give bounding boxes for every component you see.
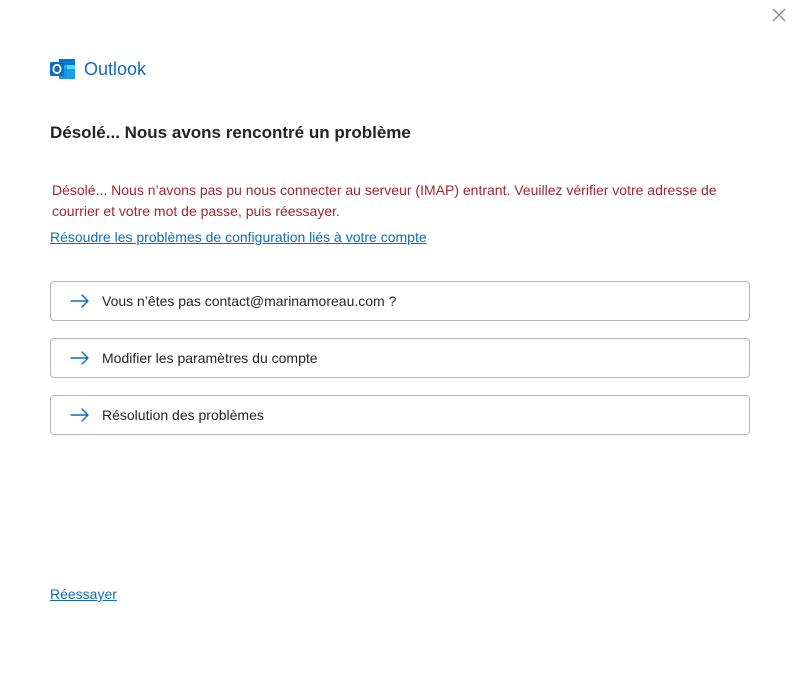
change-account-settings-button[interactable] [50, 338, 750, 378]
arrow-right-icon [70, 351, 90, 365]
outlook-logo-icon [50, 57, 76, 81]
arrow-right-icon [70, 408, 90, 422]
not-this-account-button[interactable] [50, 281, 750, 321]
option-label: Vous n’êtes pas contact@marinamoreau.com ? [102, 293, 397, 309]
troubleshoot-config-link[interactable]: Résoudre les problèmes de configuration liés à votre compte [50, 229, 427, 245]
option-label: Modifier les paramètres du compte [102, 350, 318, 366]
brand-header [50, 57, 146, 81]
arrow-right-icon [70, 294, 90, 308]
close-icon [770, 6, 788, 24]
option-label: Résolution des problèmes [102, 407, 264, 423]
retry-link[interactable]: Réessayer [50, 586, 117, 602]
page-title: Désolé... Nous avons rencontré un problème [50, 123, 411, 142]
error-message: Désolé... Nous n’avons pas pu nous connecter au serveur (IMAP) entrant. Veuillez vérifier votre adresse de courrier et votre mot de passe, puis réessayer. [52, 182, 717, 219]
close-button[interactable] [770, 6, 788, 24]
troubleshooting-button[interactable] [50, 395, 750, 435]
app-name: Outlook [84, 59, 147, 79]
